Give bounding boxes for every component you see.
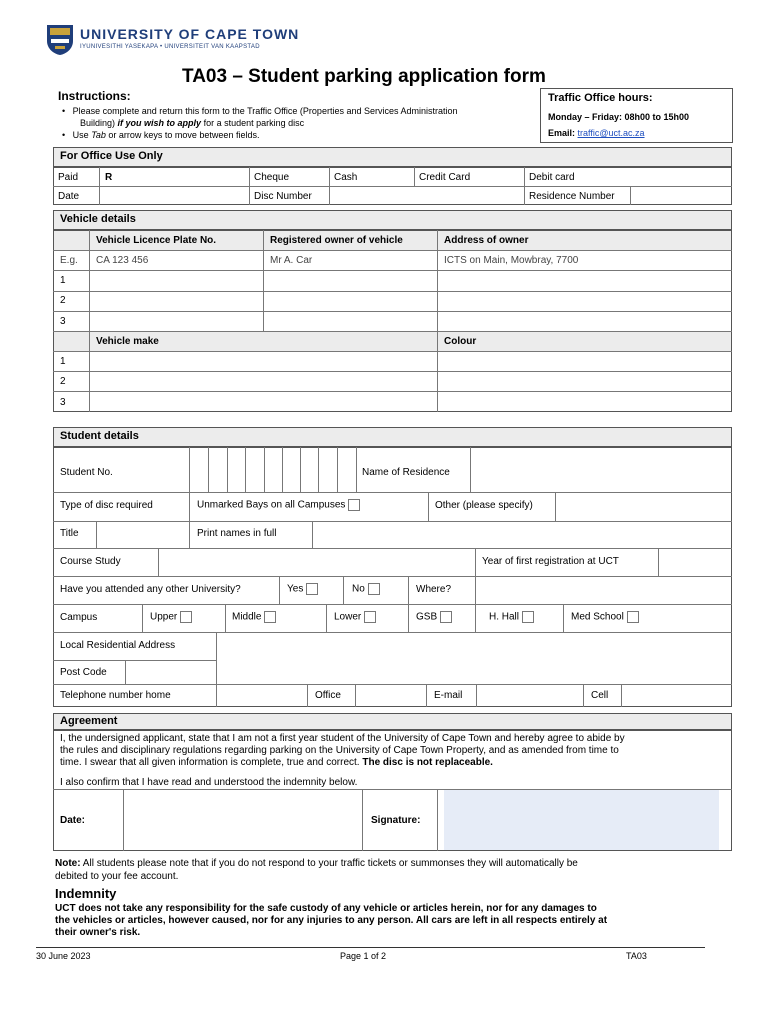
plate-input-3[interactable] [90, 312, 262, 330]
row-number-1: 1 [60, 275, 66, 286]
no-label: No [352, 583, 365, 595]
where-input[interactable] [476, 577, 731, 603]
note-line-1 [55, 858, 578, 869]
middle-label: Middle [232, 611, 262, 623]
email-label-field: E-mail [434, 690, 463, 701]
cheque-label: Cheque [254, 172, 290, 183]
agreement-line-4: I also confirm that I have read and understood the indemnity below. [60, 777, 358, 788]
med-school-label: Med School [571, 611, 624, 623]
example-address: ICTS on Main, Mowbray, 7700 [444, 255, 579, 266]
office-phone-label: Office [315, 690, 341, 701]
campus-med-option[interactable] [571, 611, 639, 623]
instruction-2-b: Tab [91, 130, 106, 140]
agreement-line-3-text: time. I swear that all given information is complete, true and correct. [60, 757, 360, 768]
agreement-header [53, 713, 732, 730]
owner-input-2[interactable] [264, 292, 436, 310]
row-number-2: 2 [60, 295, 66, 306]
plate-column-header: Vehicle Licence Plate No. [96, 235, 217, 246]
gsb-checkbox[interactable] [440, 611, 452, 623]
where-label: Where? [416, 584, 452, 595]
instruction-2-a: Use [72, 130, 89, 140]
disc-number-label: Disc Number [254, 191, 312, 202]
make-column-header: Vehicle make [96, 336, 159, 347]
row-number-3: 3 [60, 316, 66, 327]
first-registration-label: Year of first registration at UCT [482, 556, 619, 567]
footer-page: Page 1 of 2 [340, 951, 387, 961]
other-disc-label: Other (please specify) [435, 500, 533, 511]
make-row-number-2: 2 [60, 376, 66, 387]
indemnity-heading: Indemnity [55, 886, 117, 901]
office-use-heading: For Office Use Only [60, 150, 163, 162]
other-disc-input[interactable] [556, 493, 731, 520]
agreement-heading: Agreement [60, 715, 118, 727]
page-title: TA03 – Student parking application form [182, 66, 546, 87]
disc-type-label: Type of disc required [60, 500, 153, 511]
colour-column-header: Colour [444, 336, 477, 347]
footer-code: TA03 [626, 951, 647, 961]
address-input-2[interactable] [438, 292, 731, 310]
campus-upper-option[interactable] [150, 611, 192, 623]
uct-crest [46, 24, 74, 56]
address-column-header: Address of owner [444, 235, 529, 246]
attended-other-label: Have you attended any other University? [60, 584, 241, 595]
colour-input-1[interactable] [438, 352, 731, 370]
gsb-label: GSB [416, 611, 438, 623]
residence-number-label: Residence Number [529, 191, 615, 202]
agreement-line-3 [60, 757, 493, 768]
footer-rule [36, 947, 705, 948]
instruction-1b-emph: if you wish to apply [117, 118, 202, 128]
middle-checkbox[interactable] [264, 611, 276, 623]
title-label: Title [60, 528, 79, 539]
credit-card-label: Credit Card [419, 172, 471, 183]
campus-label: Campus [60, 612, 98, 623]
r-label: R [105, 172, 113, 183]
student-no-label: Student No. [60, 467, 113, 478]
yes-label: Yes [287, 583, 304, 595]
agreement-date-input[interactable] [124, 790, 362, 850]
note-label: Note: [55, 858, 81, 869]
cell-input[interactable] [622, 685, 731, 706]
traffic-office-email-row [548, 128, 645, 138]
title-input[interactable] [97, 522, 189, 547]
make-input-1[interactable] [90, 352, 436, 370]
attended-yes-option[interactable] [287, 583, 318, 595]
cell-label: Cell [591, 690, 609, 701]
email-input[interactable] [477, 685, 583, 706]
telephone-home-label: Telephone number home [60, 690, 171, 701]
instruction-2-c: or arrow keys to move between fields. [108, 130, 260, 140]
address-label: Local Residential Address [60, 640, 176, 651]
paid-label: Paid [58, 172, 79, 183]
campus-middle-option[interactable] [232, 611, 276, 623]
residence-name-label: Name of Residence [362, 467, 450, 478]
indemnity-line-1: UCT does not take any responsibility for the safe custody of any vehicle or articles herein, nor for any damages to [55, 903, 597, 914]
office-phone-input[interactable] [356, 685, 426, 706]
signature-label: Signature: [371, 815, 421, 826]
first-registration-input[interactable] [659, 549, 731, 575]
attended-no-option[interactable] [352, 583, 380, 595]
instructions-heading: Instructions: [58, 89, 131, 103]
make-row-number-1: 1 [60, 356, 66, 367]
instruction-2: • Use Tab or arrow keys to move between fields. [62, 130, 260, 140]
plate-input-2[interactable] [90, 292, 262, 310]
traffic-office-heading: Traffic Office hours: [548, 92, 653, 104]
student-number-input[interactable] [190, 448, 355, 492]
instruction-1b-tail: for a student parking disc [203, 118, 305, 128]
address-input[interactable] [217, 633, 731, 683]
plate-input-1[interactable] [90, 271, 262, 290]
postcode-input[interactable] [126, 661, 215, 683]
upper-label: Upper [150, 611, 178, 623]
colour-input-2[interactable] [438, 372, 731, 390]
footer-date: 30 June 2023 [36, 951, 91, 961]
telephone-home-input[interactable] [217, 685, 307, 706]
email-label: Email: [548, 128, 576, 138]
example-owner: Mr A. Car [270, 255, 313, 266]
med-school-checkbox[interactable] [627, 611, 639, 623]
hhall-label: H. Hall [489, 611, 520, 623]
lower-label: Lower [334, 611, 362, 623]
traffic-office-hours: Monday – Friday: 08h00 to 15h00 [548, 112, 690, 122]
make-row-number-3: 3 [60, 397, 66, 408]
vehicle-heading: Vehicle details [60, 213, 136, 225]
indemnity-line-2: the vehicles or articles, however caused, nor for any injuries to any person. All cars are left in all respects entirely at [55, 915, 608, 926]
hhall-checkbox[interactable] [522, 611, 534, 623]
campus-gsb-option[interactable] [416, 611, 452, 623]
campus-lower-option[interactable] [334, 611, 376, 623]
cash-label: Cash [334, 172, 358, 183]
lower-checkbox[interactable] [364, 611, 376, 623]
course-label: Course Study [60, 556, 121, 567]
owner-input-1[interactable] [264, 271, 436, 290]
university-subtitle: IYUNIVESITHI YASEKAPA • UNIVERSITEIT VAN KAAPSTAD [80, 44, 260, 50]
make-input-3[interactable] [90, 392, 436, 411]
full-names-input[interactable] [313, 522, 731, 547]
vehicle-header [53, 210, 732, 230]
colour-input-3[interactable] [438, 392, 731, 411]
debit-card-label: Debit card [529, 172, 575, 183]
upper-checkbox[interactable] [180, 611, 192, 623]
agreement-line-2: the rules and disciplinary regulations regarding parking on the University of Cape Town Property, and as amended from time to [60, 745, 619, 756]
owner-input-3[interactable] [264, 312, 436, 330]
example-label: E.g. [60, 255, 78, 266]
make-input-2[interactable] [90, 372, 436, 390]
instruction-1-text: Please complete and return this form to the Traffic Office (Properties and Services Administration [72, 106, 458, 116]
address-input-3[interactable] [438, 312, 731, 330]
residence-name-input[interactable] [471, 448, 731, 492]
campus-hhall-option[interactable] [489, 611, 534, 623]
university-name: UNIVERSITY OF CAPE TOWN [80, 26, 300, 42]
owner-column-header: Registered owner of vehicle [270, 235, 403, 246]
agreement-date-label: Date: [60, 815, 86, 826]
yes-checkbox[interactable] [306, 583, 318, 595]
student-header [53, 427, 732, 447]
unmarked-bays-option[interactable] [197, 499, 360, 511]
instruction-1b-text: Building) [80, 118, 116, 128]
postcode-label: Post Code [60, 667, 107, 678]
full-names-label: Print names in full [197, 528, 277, 539]
example-plate: CA 123 456 [96, 255, 149, 266]
note-line-2: debited to your fee account. [55, 871, 179, 882]
no-checkbox[interactable] [368, 583, 380, 595]
unmarked-bays-label: Unmarked Bays on all Campuses [197, 499, 346, 511]
indemnity-line-3: their owner's risk. [55, 927, 141, 938]
note-line-1-text: All students please note that if you do not respond to your traffic tickets or summonses they will automatically be [82, 858, 578, 869]
instruction-1b [80, 118, 304, 128]
student-heading: Student details [60, 430, 139, 442]
course-input[interactable] [159, 549, 475, 575]
unmarked-bays-checkbox[interactable] [348, 499, 360, 511]
traffic-email-link[interactable]: traffic@uct.ac.za [577, 128, 645, 138]
address-input-1[interactable] [438, 271, 731, 290]
agreement-line-1: I, the undersigned applicant, state that I am not a first year student of the University of Cape Town and hereby agree to abide by [60, 733, 625, 744]
not-replaceable-note: The disc is not replaceable. [362, 757, 493, 768]
instruction-1: • Please complete and return this form to the Traffic Office (Properties and Services Administration [62, 106, 458, 116]
signature-field[interactable] [444, 790, 719, 850]
office-date-label: Date [58, 191, 80, 202]
